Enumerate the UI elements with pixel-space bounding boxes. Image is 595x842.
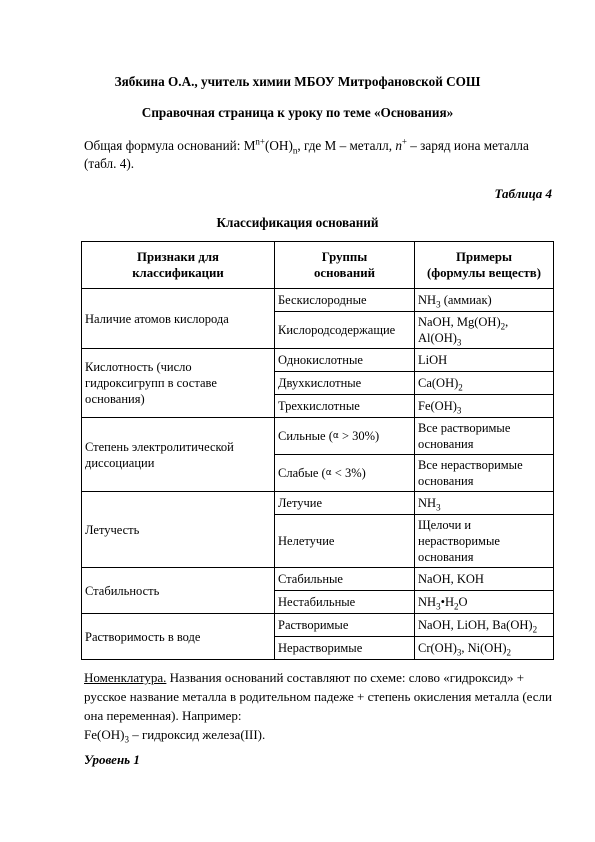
group-nonvolatile: Нелетучие: [275, 515, 415, 568]
level-heading: Уровень 1: [84, 752, 140, 767]
nomenclature-label: Номенклатура.: [84, 670, 167, 685]
table-title: Классификация оснований: [216, 215, 379, 230]
example-triacidic: $Fe(OH)_3$: [415, 395, 554, 418]
group-strong: Сильные (α > 30%): [275, 418, 415, 455]
group-stable: Стабильные: [275, 568, 415, 591]
table-row: [82, 349, 554, 372]
feature-solubility: Растворимость в воде: [82, 614, 275, 660]
feature-stability: Стабильность: [82, 568, 275, 614]
group-unstable: Нестабильные: [275, 591, 415, 614]
example-unstable: $NH_3•H_2O$: [415, 591, 554, 614]
feature-oxygen: Наличие атомов кислорода: [82, 289, 275, 349]
group-triacidic: Трехкислотные: [275, 395, 415, 418]
nomenclature-text: Названия оснований составляют по схеме: слово «гидроксид» + русское название металла в родительном падеже + степень окисления металла (если она переменная). Например:: [84, 670, 552, 723]
alpha-symbol: α: [325, 468, 332, 478]
group-oxygen-free: Бескислородные: [275, 289, 415, 312]
table-row: [82, 418, 554, 455]
header-groups: Группы оснований: [275, 242, 415, 289]
nomenclature-example: $Fe(OH)_3$ – гидроксид железа(III).: [84, 727, 266, 745]
general-formula-paragraph: Общая формула оснований: $M^{n+}(OH)_n$, где М – металл, n+ – заряд иона металла (табл. 4).: [84, 136, 529, 171]
example-soluble: NaOH, LiOH, $Ba(OH)_2$: [415, 614, 554, 637]
header-examples: Примеры (формулы веществ): [415, 242, 554, 289]
author-line: Зябкина О.А., учитель химии МБОУ Митрофановской СОШ: [114, 74, 481, 89]
group-diacidic: Двухкислотные: [275, 372, 415, 395]
group-insoluble: Нерастворимые: [275, 637, 415, 660]
group-weak: Слабые (α < 3%): [275, 455, 415, 492]
example-weak: Все нерастворимые основания: [415, 455, 554, 492]
header-features: Признаки для классификации: [82, 242, 275, 289]
group-oxygen-containing: Кислородсодержащие: [275, 312, 415, 349]
group-monoacidic: Однокислотные: [275, 349, 415, 372]
classification-table: [81, 241, 554, 660]
feature-acidity: Кислотность (число гидроксигрупп в составе основания): [82, 349, 275, 418]
feature-volatility: Летучесть: [82, 492, 275, 568]
group-volatile: Летучие: [275, 492, 415, 515]
example-oxygen-free: $NH_3$ (аммиак): [415, 289, 554, 312]
example-volatile: $NH_3$: [415, 492, 554, 515]
example-strong: Все растворимые основания: [415, 418, 554, 455]
example-diacidic: $Ca(OH)_2$: [415, 372, 554, 395]
table-row: [82, 492, 554, 515]
table-header-row: [82, 242, 554, 289]
example-stable: NaOH, KOH: [415, 568, 554, 591]
alpha-symbol: α: [332, 431, 339, 441]
example-nonvolatile: Щелочи и нерастворимые основания: [415, 515, 554, 568]
lesson-subtitle: Справочная страница к уроку по теме «Основания»: [141, 105, 454, 120]
nomenclature-paragraph: [84, 668, 559, 744]
table-number: Таблица 4: [494, 186, 552, 201]
example-insoluble: $Cr(OH)_3$, $Ni(OH)_2$: [415, 637, 554, 660]
feature-dissociation: Степень электролитической диссоциации: [82, 418, 275, 492]
example-oxygen-containing: NaOH, $Mg(OH)_2$, $Al(OH)_3$: [415, 312, 554, 349]
table-row: [82, 568, 554, 591]
table-row: [82, 289, 554, 312]
group-soluble: Растворимые: [275, 614, 415, 637]
example-monoacidic: LiOH: [415, 349, 554, 372]
table-row: [82, 614, 554, 637]
